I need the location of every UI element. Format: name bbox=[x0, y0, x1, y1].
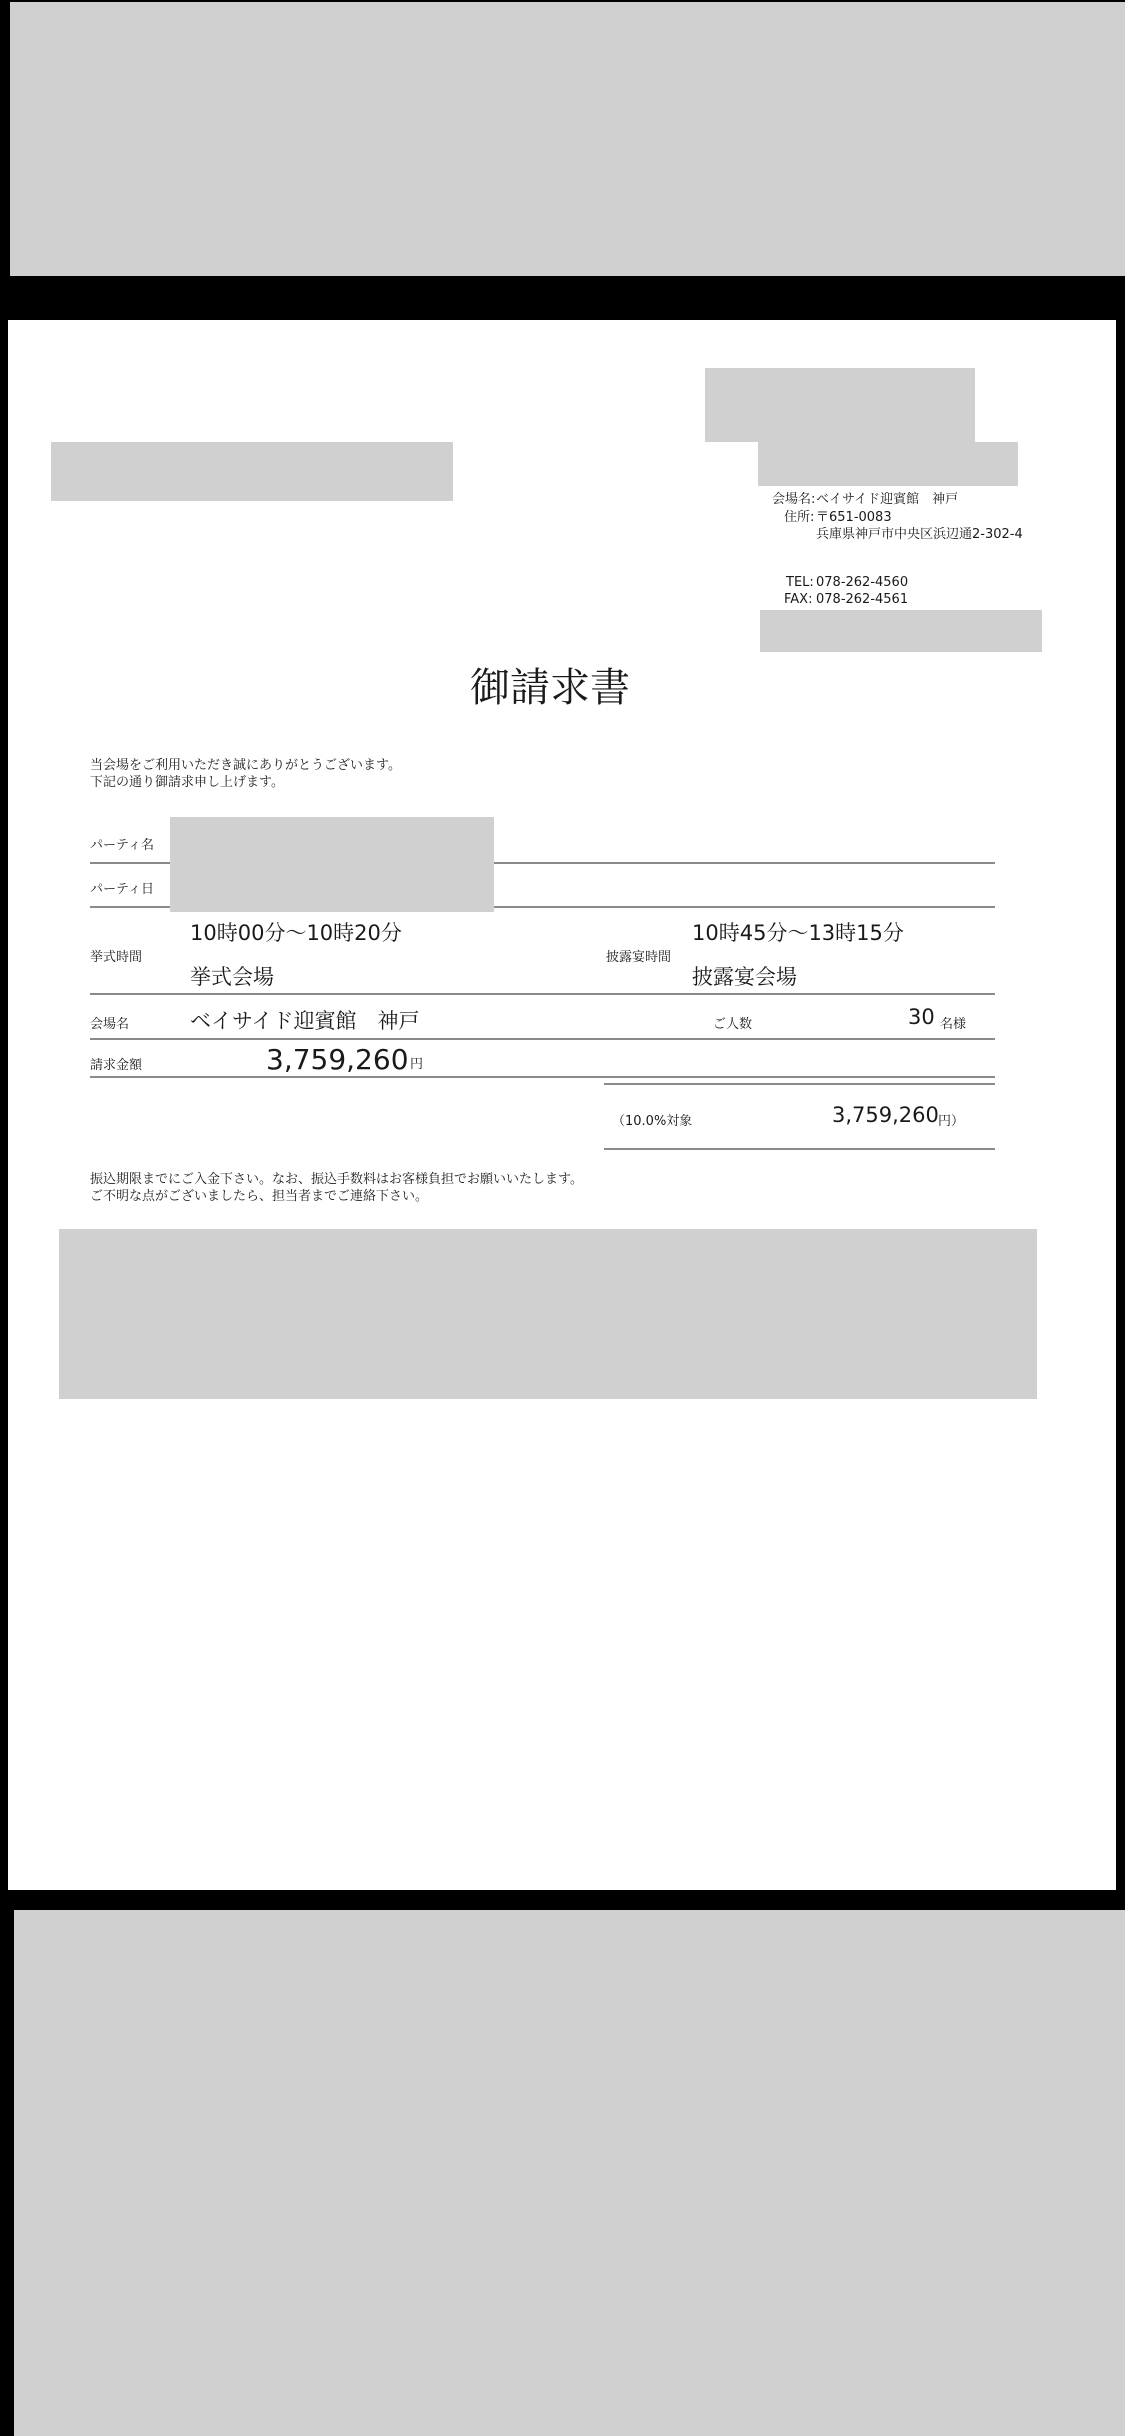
venue-info-venue-value: ベイサイド迎賓館 神戸 bbox=[816, 492, 959, 507]
ceremony-hall: 挙式会場 bbox=[190, 965, 274, 989]
venue-info-venue-label: 会場名: bbox=[772, 492, 816, 507]
guests-label: ご人数 bbox=[713, 1017, 753, 1032]
redacted-issuer-name bbox=[705, 368, 975, 442]
redacted-party-details bbox=[170, 817, 494, 912]
venue-name: ベイサイド迎賓館 神戸 bbox=[190, 1009, 420, 1033]
reception-hall: 披露宴会場 bbox=[692, 965, 797, 989]
amount-label: 請求金額 bbox=[90, 1058, 143, 1073]
intro-line-2: 下記の通り御請求申し上げます。 bbox=[90, 775, 284, 790]
document-title: 御請求書 bbox=[470, 665, 630, 711]
venue-info-tel: 078-262-4560 bbox=[816, 575, 909, 590]
redacted-recipient-name bbox=[51, 442, 453, 501]
party-name-label: パーティ名 bbox=[90, 838, 154, 853]
ceremony-time-label: 挙式時間 bbox=[90, 950, 143, 965]
redacted-issuer-subname bbox=[758, 442, 1018, 486]
rule-tax-bottom bbox=[604, 1148, 995, 1150]
note-line-1: 振込期限までにご入金下さい。なお、振込手数料はお客様負担でお願いいたします。 bbox=[90, 1172, 583, 1187]
rule-times bbox=[90, 993, 995, 995]
invoice-page bbox=[8, 320, 1116, 1890]
venue-info-postal: 〒651-0083 bbox=[816, 510, 892, 525]
redacted-bank-details bbox=[59, 1229, 1037, 1399]
reception-time: 10時45分〜13時15分 bbox=[692, 921, 904, 945]
venue-info-fax: 078-262-4561 bbox=[816, 592, 909, 607]
reception-time-label: 披露宴時間 bbox=[606, 950, 672, 965]
party-date-label: パーティ日 bbox=[90, 882, 154, 897]
redacted-seal-area bbox=[760, 610, 1042, 652]
rule-tax-top bbox=[604, 1083, 995, 1085]
tax-label: （10.0%対象 bbox=[612, 1114, 693, 1129]
tax-amount: 3,759,260 bbox=[832, 1103, 939, 1127]
venue-name-label: 会場名 bbox=[90, 1017, 130, 1032]
guests-count: 30 bbox=[908, 1005, 935, 1029]
redacted-bottom-area bbox=[14, 1910, 1125, 2436]
tax-unit: 円） bbox=[938, 1114, 965, 1129]
rule-amount bbox=[90, 1076, 995, 1078]
redacted-top-area bbox=[10, 2, 1125, 276]
rule-venue bbox=[90, 1038, 995, 1040]
venue-info-fax-label: FAX: bbox=[784, 592, 813, 607]
note-line-2: ご不明な点がございましたら、担当者までご連絡下さい。 bbox=[90, 1189, 429, 1204]
intro-line-1: 当会場をご利用いただき誠にありがとうございます。 bbox=[90, 758, 401, 773]
guests-unit: 名様 bbox=[940, 1017, 967, 1032]
venue-info-tel-label: TEL: bbox=[786, 575, 814, 590]
ceremony-time: 10時00分〜10時20分 bbox=[190, 921, 402, 945]
venue-info-address-label: 住所: bbox=[784, 510, 815, 525]
amount-unit: 円 bbox=[410, 1057, 424, 1072]
amount-value: 3,759,260 bbox=[266, 1043, 409, 1076]
venue-info-address: 兵庫県神戸市中央区浜辺通2-302-4 bbox=[816, 527, 1023, 542]
